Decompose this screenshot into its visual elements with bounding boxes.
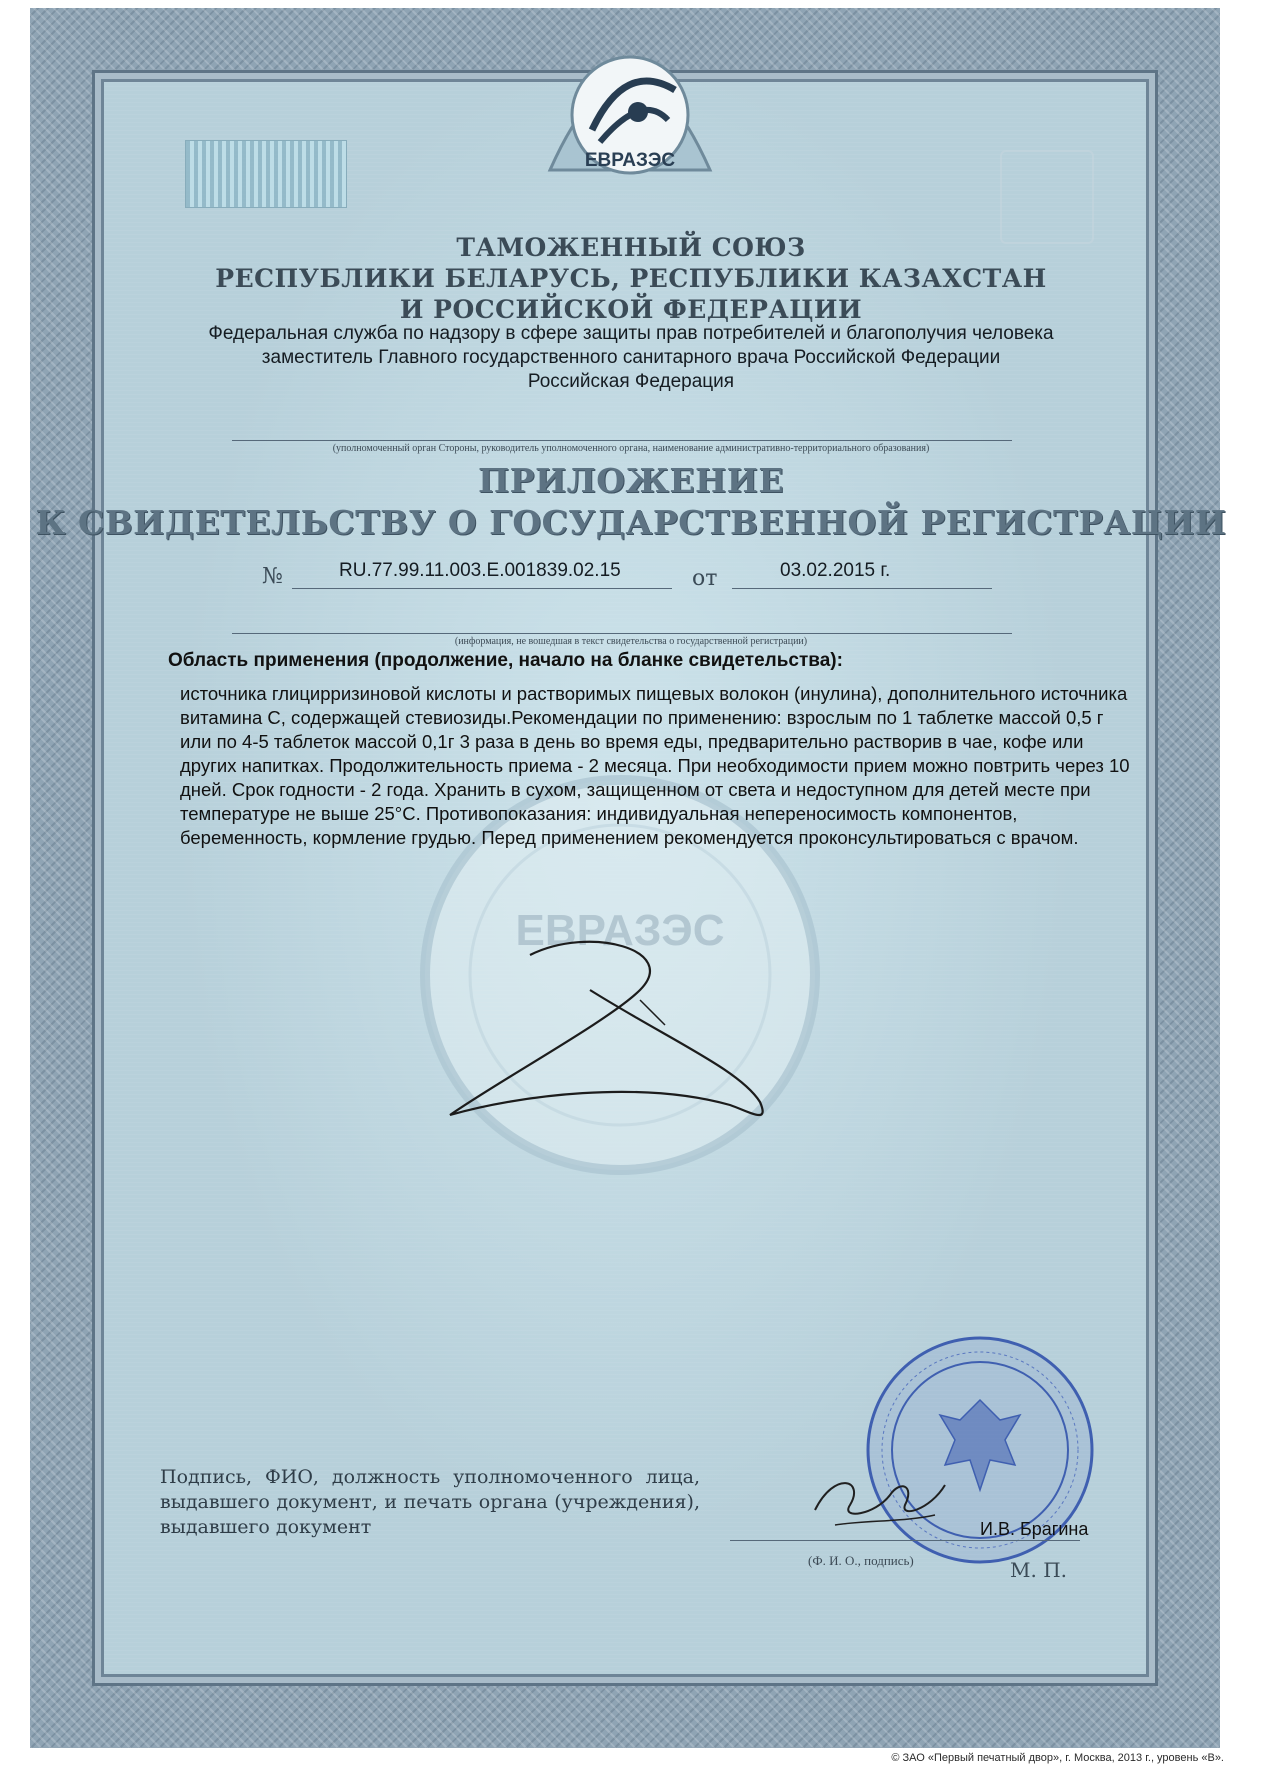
watermark-corner-mark bbox=[1000, 150, 1094, 244]
agency-line: Федеральная служба по надзору в сфере защиты прав потребителей и благополучия человека bbox=[208, 323, 1054, 344]
number-underline bbox=[292, 588, 672, 589]
agency-line: Российская Федерация bbox=[527, 371, 735, 392]
agency-line: заместитель Главного государственного санитарного врача Российской Федерации bbox=[261, 347, 1001, 368]
title-line-2: К СВИДЕТЕЛЬСТВУ О ГОСУДАРСТВЕННОЙ РЕГИСТРАЦИИ bbox=[35, 503, 1227, 542]
signatory-caption: (Ф. И. О., подпись) bbox=[808, 1553, 914, 1568]
watermark-label: ЕВРАЗЭС bbox=[515, 906, 725, 955]
number-label: № bbox=[262, 564, 283, 589]
signature-instruction: Подпись, ФИО, должность уполномоченного лица, выдавшего документ, и печать органа (учреждения), выдавшего документ bbox=[160, 1466, 700, 1538]
seal-mark: М. П. bbox=[1010, 1558, 1067, 1582]
union-line: И РОССИЙСКОЙ ФЕДЕРАЦИИ bbox=[399, 295, 863, 324]
union-line: ТАМОЖЕННЫЙ СОЮЗ bbox=[456, 233, 806, 262]
emblem-label: ЕВРАЗЭС bbox=[584, 150, 676, 171]
registration-row bbox=[262, 560, 992, 596]
scope-text: источника глицирризиновой кислоты и растворимых пищевых волокон (инулина), дополнительного источника витамина С, содержащей стевиозиды.Рекомендации по применению: взрослым по 1 таблетке массой 0,5 г или по 4-5 таблеток массой 0,1г 3 раза в день во время еды, предварительно растворив в чае, кофе или других напитках. Продолжительность приема - 2 месяца. При необходимости прием можно повтрить через 10 дней. Срок годности - 2 года. Хранить в сухом, защищенном от света и недоступном для детей месте при температуре не выше 25°С. Противопоказания: индивидуальная непереносимость компонентов, беременность, кормление грудью. Перед применением рекомендуется проконсультироваться с врачом. bbox=[180, 683, 1130, 848]
title-line-1: ПРИЛОЖЕНИЕ bbox=[477, 461, 785, 500]
signatory-name: И.В. Брагина bbox=[980, 1519, 1089, 1539]
scope-section bbox=[166, 650, 1136, 850]
registration-date: 03.02.2015 г. bbox=[780, 560, 891, 581]
info-caption: (информация, не вошедшая в текст свидетельства о государственной регистрации) bbox=[454, 636, 808, 647]
hologram-strip bbox=[185, 140, 347, 208]
date-underline bbox=[732, 588, 992, 589]
signatory-underline bbox=[730, 1540, 1080, 1541]
authority-caption: (уполномоченный орган Стороны, руководитель уполномоченного органа, наименование административно-территориального образования) bbox=[332, 443, 930, 454]
handwritten-signature bbox=[805, 1450, 955, 1540]
authority-underline bbox=[232, 440, 1012, 441]
registration-number: RU.77.99.11.003.E.001839.02.15 bbox=[339, 560, 621, 581]
scope-heading: Область применения (продолжение, начало на бланке свидетельства): bbox=[168, 650, 843, 671]
union-line: РЕСПУБЛИКИ БЕЛАРУСЬ, РЕСПУБЛИКИ КАЗАХСТАН bbox=[215, 264, 1047, 293]
date-label: от bbox=[692, 566, 718, 591]
printer-footer: © ЗАО «Первый печатный двор», г. Москва, 2013 г., уровень «В». bbox=[891, 1752, 1224, 1764]
union-title bbox=[0, 232, 1262, 325]
cancellation-scrawl bbox=[440, 930, 840, 1130]
authority-block bbox=[0, 322, 1262, 394]
evrazes-emblem-logo bbox=[530, 20, 730, 190]
document-title bbox=[0, 460, 1262, 544]
info-underline bbox=[232, 633, 1012, 634]
